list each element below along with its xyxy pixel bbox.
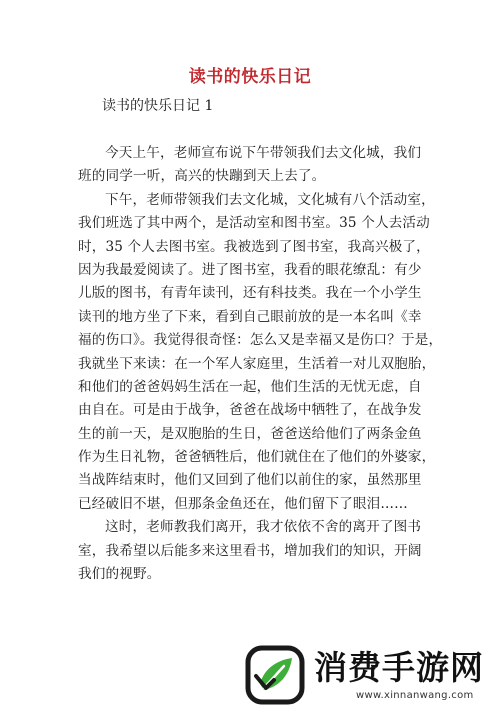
watermark-brand: 消费手游网 [314,648,484,687]
body-line: 已经破旧不堪，但那条金鱼还在，他们留下了眼泪…… [78,495,408,512]
body-line: 下午，老师带领我们去文化城，文化城有八个活动室， [105,191,435,208]
body-line: 班的同学一听，高兴的快蹦到天上去了。 [78,168,326,185]
body-line: 和他们的爸爸妈妈生活在一起，他们生活的无忧无虑，自 [78,378,422,395]
body-line: 时，35 个人去图书室。我被选到了图书室，我高兴极了， [78,238,430,255]
body-line: 作为生日礼物，爸爸牺牲后，他们就住在了他们的外婆家， [78,449,436,466]
watermark [244,644,494,706]
body-line: 读刊的地方坐了下来，看到自己眼前放的是一本名叫《幸 [78,308,422,325]
document-title: 读书的快乐日记 [188,67,312,87]
body-line: 儿版的图书，有青年读刊，还有科技类。我在一个小学生 [78,285,422,302]
body-line: 我就坐下来读：在一个军人家庭里，生活着一对儿双胞胎， [78,355,436,372]
body-line: 我们的视野。 [78,566,161,583]
body-line: 由自在。可是由于战争，爸爸在战场中牺牲了，在战争发 [78,402,422,419]
body-line: 生的前一天，是双胞胎的生日，爸爸送给他们了两条金鱼 [78,425,422,442]
watermark-url: www.xinnanwang.com [356,690,474,701]
body-line: 福的伤口》。我觉得很奇怪：怎么又是幸福又是伤口？于是， [78,332,443,349]
leaf-check-logo-icon [244,644,306,706]
body-line: 室，我希望以后能多来这里看书，增加我们的知识，开阔 [78,542,422,559]
document-body [78,142,443,586]
document-subtitle: 读书的快乐日记 1 [102,98,214,114]
body-line: 当战阵结束时，他们又回到了他们以前住的家，虽然那里 [78,472,422,489]
body-line: 今天上午，老师宣布说下午带领我们去文化城，我们 [105,145,422,161]
body-line: 我们班选了其中两个，是活动室和图书室。35 个人去活动 [78,215,430,232]
body-line: 因为我最爱阅读了。进了图书室，我看的眼花缭乱：有少 [78,261,422,278]
body-line: 这时，老师教我们离开，我才依依不舍的离开了图书 [105,519,422,536]
